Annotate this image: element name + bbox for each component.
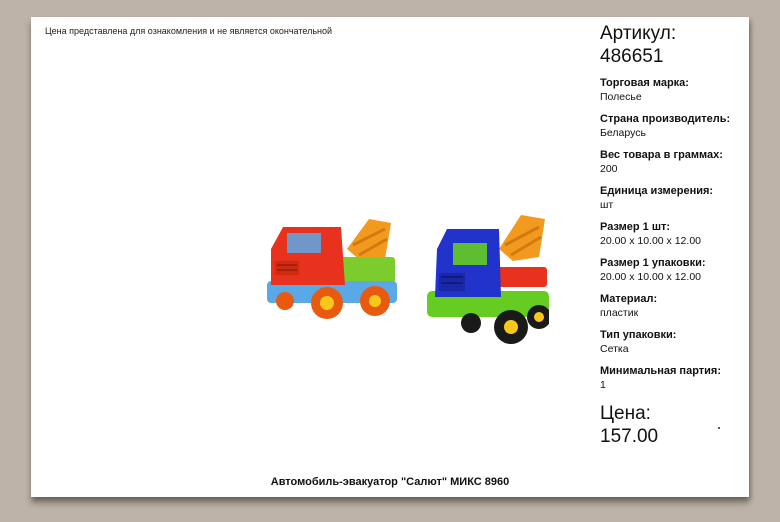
spec-material: [600, 293, 745, 320]
spec-value: 20.00 x 10.00 x 12.00: [600, 235, 701, 247]
article-number: 486651: [600, 46, 664, 67]
spec-unit: [600, 185, 745, 212]
decorative-dot: [718, 427, 720, 429]
spec-label: Тип упаковки:: [600, 329, 677, 341]
price-disclaimer: Цена представлена для ознакомления и не является окончательной: [45, 26, 333, 36]
price-block: [600, 402, 745, 448]
spec-brand: [600, 77, 745, 104]
article-label: Артикул:: [600, 23, 677, 44]
spec-item-size: [600, 221, 745, 248]
price-value: 157.00: [600, 426, 659, 447]
spec-label: Вес товара в граммах:: [600, 149, 723, 161]
spec-label: Размер 1 шт:: [600, 221, 671, 233]
spec-label: Единица измерения:: [600, 185, 714, 197]
article-block: [600, 22, 745, 68]
spec-label: Торговая марка:: [600, 77, 689, 89]
spec-value: 20.00 x 10.00 x 12.00: [600, 271, 701, 283]
product-card: [31, 17, 749, 497]
spec-country: [600, 113, 745, 140]
spec-label: Минимальная партия:: [600, 365, 721, 377]
spec-label: Размер 1 упаковки:: [600, 257, 706, 269]
spec-value: Сетка: [600, 343, 629, 355]
spec-weight: [600, 149, 745, 176]
tow-truck-blue-image: [427, 215, 549, 344]
spec-value: пластик: [600, 307, 639, 319]
spec-value: 1: [600, 379, 606, 391]
spec-package-size: [600, 257, 745, 284]
spec-label: Страна производитель:: [600, 113, 731, 125]
spec-value: Беларусь: [600, 127, 646, 139]
product-image: [249, 199, 549, 349]
price-label: Цена:: [600, 403, 651, 424]
spec-min-order: [600, 365, 745, 392]
spec-label: Материал:: [600, 293, 658, 305]
tow-truck-red-image: [267, 219, 397, 319]
product-specs: [600, 22, 745, 448]
spec-value: Полесье: [600, 91, 642, 103]
spec-package-type: [600, 329, 745, 356]
product-title: Автомобиль-эвакуатор "Салют" МИКС 8960: [270, 476, 510, 488]
spec-value: 200: [600, 163, 618, 175]
spec-value: шт: [600, 199, 614, 211]
